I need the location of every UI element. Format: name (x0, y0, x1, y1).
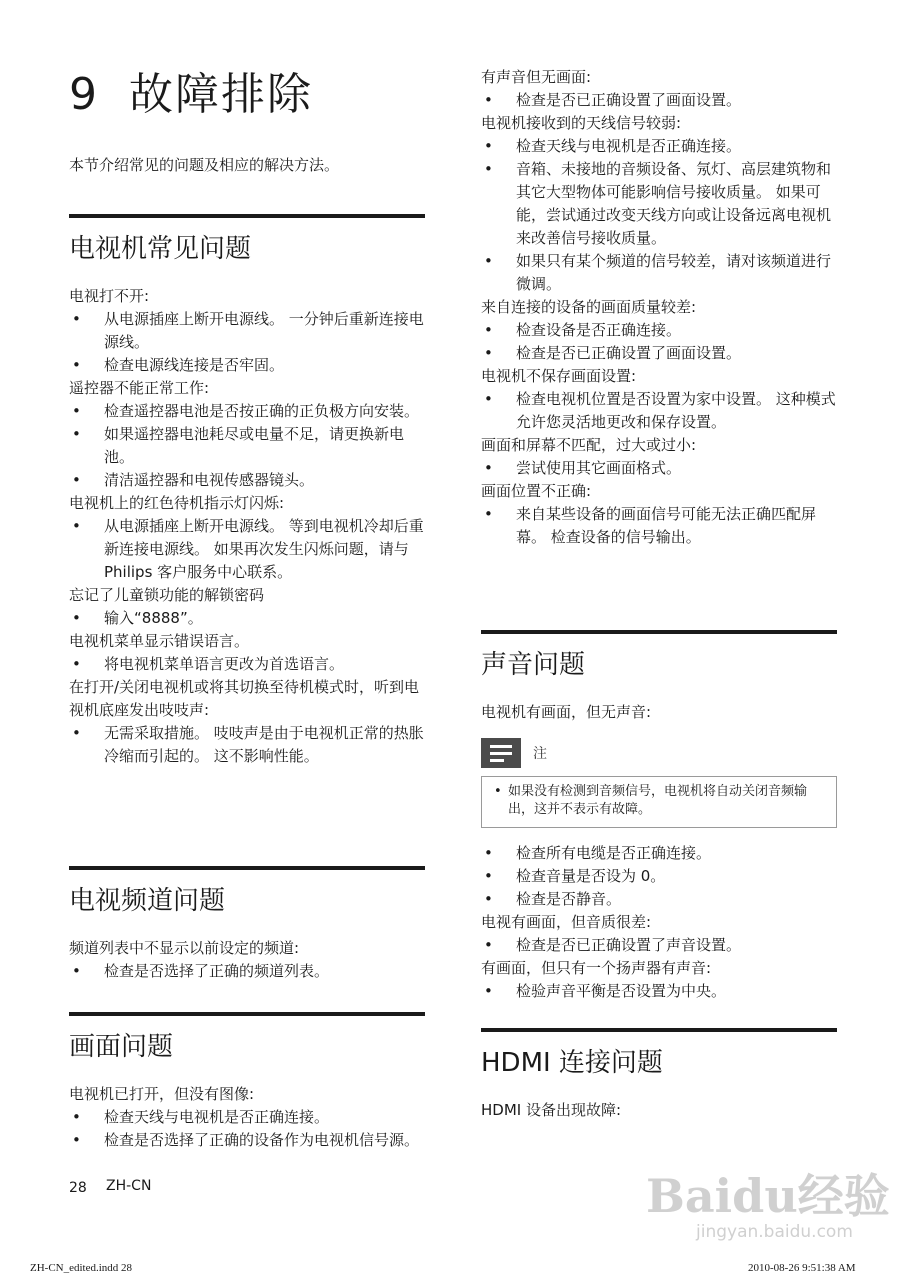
note-block (481, 738, 837, 828)
baidu-watermark (636, 1140, 890, 1250)
note-box (481, 776, 837, 828)
answer-item: • 来自某些设备的画面信号可能无法正确匹配屏幕。 检查设备的信号输出。 (481, 503, 837, 549)
watermark-url: jingyan.baidu.com (696, 1222, 853, 1242)
chapter-title-text: 故障排除 (129, 69, 313, 120)
answer-list (481, 89, 837, 112)
answer-item: • 输入“8888”。 (69, 607, 425, 630)
note-header (481, 738, 837, 768)
answer-item: • 检查天线与电视机是否正确连接。 (69, 1106, 425, 1129)
answer-item: • 检查是否静音。 (481, 888, 837, 911)
section-title-sound: 声音问题 (481, 650, 586, 680)
answer-list (69, 400, 425, 492)
answer-item: • 如果只有某个频道的信号较差，请对该频道进行微调。 (481, 250, 837, 296)
question: 电视有画面，但音质很差: (481, 913, 652, 931)
question: 电视机菜单显示错误语言。 (69, 632, 250, 650)
answer-item: • 无需采取措施。 吱吱声是由于电视机正常的热胀冷缩而引起的。 这不影响性能。 (69, 722, 425, 768)
tv-common-body (69, 285, 425, 768)
chapter-number: 9 (69, 69, 99, 120)
answer-item: • 检查所有电缆是否正确连接。 (481, 842, 837, 865)
question: 来自连接的设备的画面质量较差: (481, 298, 697, 316)
answer-item: • 将电视机菜单语言更改为首选语言。 (69, 653, 425, 676)
answer-list (69, 607, 425, 630)
answer-item: • 从电源插座上断开电源线。 等到电视机冷却后重新连接电源线。 如果再次发生闪烁问题，请与 Philips 客户服务中心联系。 (69, 515, 425, 584)
watermark-brand: Baidu经验 (646, 1169, 890, 1223)
language-code: ZH-CN (106, 1178, 152, 1194)
answer-item: • 检查遥控器电池是否按正确的正负极方向安装。 (69, 400, 425, 423)
section-sound (481, 630, 837, 1003)
answer-list (481, 457, 837, 480)
section-title-hdmi: HDMI 连接问题 (481, 1048, 663, 1078)
answer-item: • 检查是否选择了正确的频道列表。 (69, 960, 425, 983)
section-title-channel: 电视频道问题 (69, 886, 226, 916)
note-label: 注 (533, 746, 547, 762)
question: 遥控器不能正常工作: (69, 379, 210, 397)
answer-list (69, 653, 425, 676)
answer-item: • 检验声音平衡是否设置为中央。 (481, 980, 837, 1003)
chapter-title (69, 58, 313, 122)
answer-list (481, 135, 837, 296)
question: 有声音但无画面: (481, 68, 592, 86)
question: HDMI 设备出现故障: (481, 1101, 622, 1119)
section-picture (69, 1012, 425, 1152)
section-title-picture: 画面问题 (69, 1032, 174, 1062)
answer-list (481, 934, 837, 957)
answer-item: • 检查音量是否设为 0。 (481, 865, 837, 888)
answer-list (69, 722, 425, 768)
answer-item: • 从电源插座上断开电源线。 一分钟后重新连接电源线。 (69, 308, 425, 354)
answer-item: • 检查是否已正确设置了画面设置。 (481, 89, 837, 112)
section-hdmi (481, 1028, 837, 1122)
section-channel (69, 866, 425, 983)
question: 电视机接收到的天线信号较弱: (481, 114, 682, 132)
page-number: 28 (69, 1180, 87, 1196)
answer-list (481, 388, 837, 434)
section-rule (481, 630, 837, 634)
answer-item: • 检查电视机位置是否设置为家中设置。 这种模式允许您灵活地更改和保存设置。 (481, 388, 837, 434)
answer-list (69, 308, 425, 377)
answer-item: • 清洁遥控器和电视传感器镜头。 (69, 469, 425, 492)
section-title-tv-common: 电视机常见问题 (69, 234, 252, 264)
answer-list (481, 842, 837, 911)
section-tv-common (69, 214, 425, 768)
answer-item: • 检查是否已正确设置了声音设置。 (481, 934, 837, 957)
answer-list (69, 515, 425, 584)
question: 有画面，但只有一个扬声器有声音: (481, 959, 712, 977)
section-rule (481, 1028, 837, 1032)
question: 频道列表中不显示以前设定的频道: (69, 939, 300, 957)
note-text: • 如果没有检测到音频信号，电视机将自动关闭音频输出，这并不表示有故障。 (492, 783, 826, 819)
question: 忘记了儿童锁功能的解锁密码 (69, 586, 265, 604)
question: 电视打不开: (69, 287, 150, 305)
question: 电视机上的红色待机指示灯闪烁: (69, 494, 285, 512)
section-picture-continued (481, 66, 837, 549)
question: 电视机不保存画面设置: (481, 367, 637, 385)
question: 在打开/关闭电视机或将其切换至待机模式时，听到电视机底座发出吱吱声: (69, 678, 420, 719)
section-rule (69, 214, 425, 218)
print-slug-file: ZH-CN_edited.indd 28 (30, 1262, 133, 1274)
answer-list (481, 980, 837, 1003)
question: 电视机已打开，但没有图像: (69, 1085, 255, 1103)
answer-list (69, 960, 425, 983)
answer-item: • 检查是否已正确设置了画面设置。 (481, 342, 837, 365)
answer-list (69, 1106, 425, 1152)
answer-item: • 音箱、未接地的音频设备、氖灯、高层建筑物和其它大型物体可能影响信号接收质量。 如果可能，尝试通过改变天线方向或让设备远离电视机来改善信号接收质量。 (481, 158, 837, 250)
question: 画面和屏幕不匹配，过大或过小: (481, 436, 697, 454)
answer-item: • 检查是否选择了正确的设备作为电视机信号源。 (69, 1129, 425, 1152)
note-icon (481, 738, 521, 768)
answer-list (481, 503, 837, 549)
question: 电视机有画面，但无声音: (481, 703, 652, 721)
answer-item: • 尝试使用其它画面格式。 (481, 457, 837, 480)
section-rule (69, 866, 425, 870)
print-slug-date: 2010-08-26 9:51:38 AM (748, 1262, 856, 1274)
question: 画面位置不正确: (481, 482, 592, 500)
section-rule (69, 1012, 425, 1016)
answer-item: • 检查天线与电视机是否正确连接。 (481, 135, 837, 158)
intro-text: 本节介绍常见的问题及相应的解决方法。 (69, 156, 340, 174)
answer-item: • 如果遥控器电池耗尽或电量不足，请更换新电池。 (69, 423, 425, 469)
answer-item: • 检查设备是否正确连接。 (481, 319, 837, 342)
answer-list (481, 319, 837, 365)
answer-item: • 检查电源线连接是否牢固。 (69, 354, 425, 377)
